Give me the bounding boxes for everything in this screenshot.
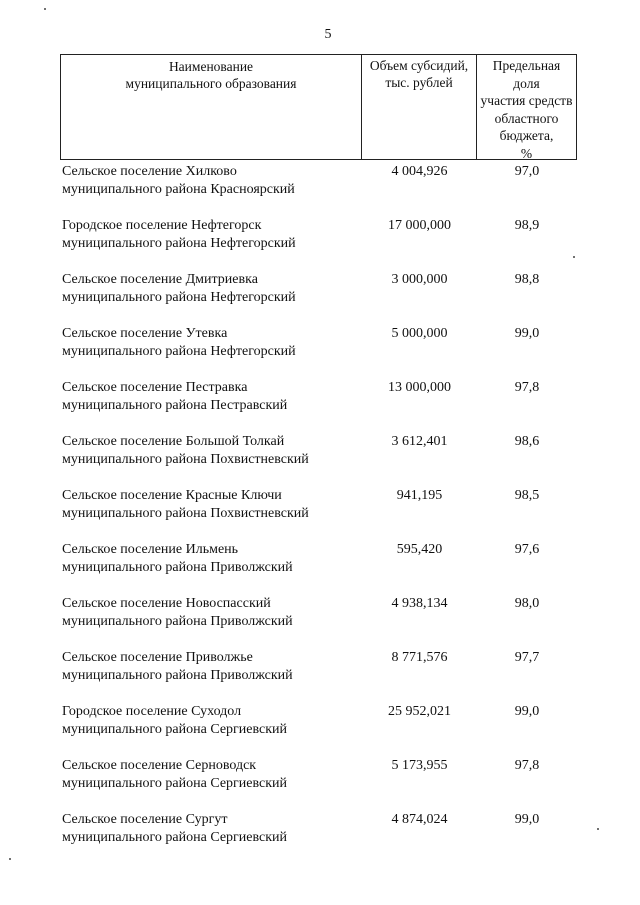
table-row [0,379,640,433]
budget-share: 97,8 [514,380,540,395]
municipality-name [62,703,362,739]
header-volume-column [362,55,477,159]
header-share-line: доля [513,75,540,91]
page-number: 5 [324,27,332,42]
header-share-column [477,55,576,159]
municipality-settlement: Сельское поселение Приволжье [62,650,253,665]
header-share-line: областного [494,110,559,126]
municipality-name [62,487,362,523]
subsidy-volume: 3 000,000 [391,272,448,287]
scan-speck [573,256,575,258]
table-row [0,217,640,271]
table-row [0,271,640,325]
subsidy-volume: 5 000,000 [391,326,448,341]
municipality-settlement: Сельское поселение Большой Толкай [62,434,285,449]
municipality-settlement: Сельское поселение Ильмень [62,542,239,557]
table-body [0,163,640,865]
municipality-settlement: Сельское поселение Новоспасский [62,596,271,611]
municipality-name [62,541,362,577]
header-share-line: участия средств [480,93,573,108]
municipality-settlement: Сельское поселение Красные Ключи [62,488,282,503]
subsidy-volume: 4 004,926 [391,164,448,179]
municipality-settlement: Сельское поселение Сургут [62,812,228,827]
table-row [0,703,640,757]
budget-share: 98,5 [514,488,540,503]
municipality-district: муниципального района Сергиевский [62,776,288,791]
budget-share: 99,0 [514,812,540,827]
table-header [60,54,577,160]
table-row [0,433,640,487]
subsidy-volume: 8 771,576 [391,650,448,665]
municipality-district: муниципального района Красноярский [62,182,295,197]
subsidy-volume: 3 612,401 [391,434,448,449]
municipality-district: муниципального района Приволжский [62,560,293,575]
budget-share: 98,0 [514,596,540,611]
municipality-settlement: Сельское поселение Утевка [62,326,228,341]
scan-speck [597,828,599,830]
table-row [0,325,640,379]
municipality-name [62,811,362,847]
municipality-name [62,757,362,793]
scan-speck [44,8,46,10]
header-volume-line: тыс. рублей [385,75,453,90]
municipality-district: муниципального района Приволжский [62,614,293,629]
subsidy-volume: 4 938,134 [391,596,448,611]
header-name-line: Наименование [168,59,254,74]
budget-share: 97,6 [514,542,540,557]
table-row [0,595,640,649]
municipality-district: муниципального района Нефтегорский [62,290,296,305]
municipality-name [62,649,362,685]
budget-share: 98,9 [514,218,540,233]
table-row [0,541,640,595]
scan-speck [9,858,11,860]
subsidy-volume: 941,195 [396,488,443,503]
table-row [0,487,640,541]
municipality-name [62,271,362,307]
municipality-name [62,217,362,253]
municipality-name [62,379,362,415]
municipality-name [62,595,362,631]
subsidy-volume: 17 000,000 [388,218,451,233]
budget-share: 97,0 [514,164,540,179]
municipality-settlement: Городское поселение Суходол [62,704,242,719]
municipality-settlement: Сельское поселение Серноводск [62,758,257,773]
municipality-district: муниципального района Нефтегорский [62,236,296,251]
table-row [0,757,640,811]
municipality-settlement: Сельское поселение Хилково [62,164,237,179]
municipality-name [62,163,362,199]
municipality-district: муниципального района Приволжский [62,668,293,683]
subsidy-volume: 25 952,021 [388,704,451,719]
table-row [0,649,640,703]
subsidy-volume: 4 874,024 [391,812,448,827]
budget-share: 97,8 [514,758,540,773]
budget-share: 98,6 [514,434,540,449]
table-row [0,163,640,217]
budget-share: 98,8 [514,272,540,287]
header-share-line: Предельная [492,58,561,73]
header-name-line: муниципального образования [125,76,297,91]
budget-share: 99,0 [514,326,540,341]
header-name-column [61,55,362,159]
municipality-settlement: Сельское поселение Дмитриевка [62,272,258,287]
municipality-district: муниципального района Пестравский [62,398,288,413]
table-row [0,811,640,865]
municipality-district: муниципального района Сергиевский [62,830,288,845]
header-share-line: % [520,145,533,161]
header-volume-line: Объем субсидий, [369,58,469,73]
municipality-name [62,325,362,361]
municipality-district: муниципального района Похвистневский [62,452,309,467]
municipality-district: муниципального района Похвистневский [62,506,309,521]
budget-share: 97,7 [514,650,540,665]
subsidy-volume: 595,420 [396,542,443,557]
header-share-line: бюджета, [499,128,554,143]
municipality-district: муниципального района Нефтегорский [62,344,296,359]
subsidy-volume: 5 173,955 [391,758,448,773]
municipality-district: муниципального района Сергиевский [62,722,288,737]
municipality-settlement: Сельское поселение Пестравка [62,380,248,395]
municipality-settlement: Городское поселение Нефтегорск [62,218,262,233]
subsidy-volume: 13 000,000 [388,380,451,395]
budget-share: 99,0 [514,704,540,719]
municipality-name [62,433,362,469]
